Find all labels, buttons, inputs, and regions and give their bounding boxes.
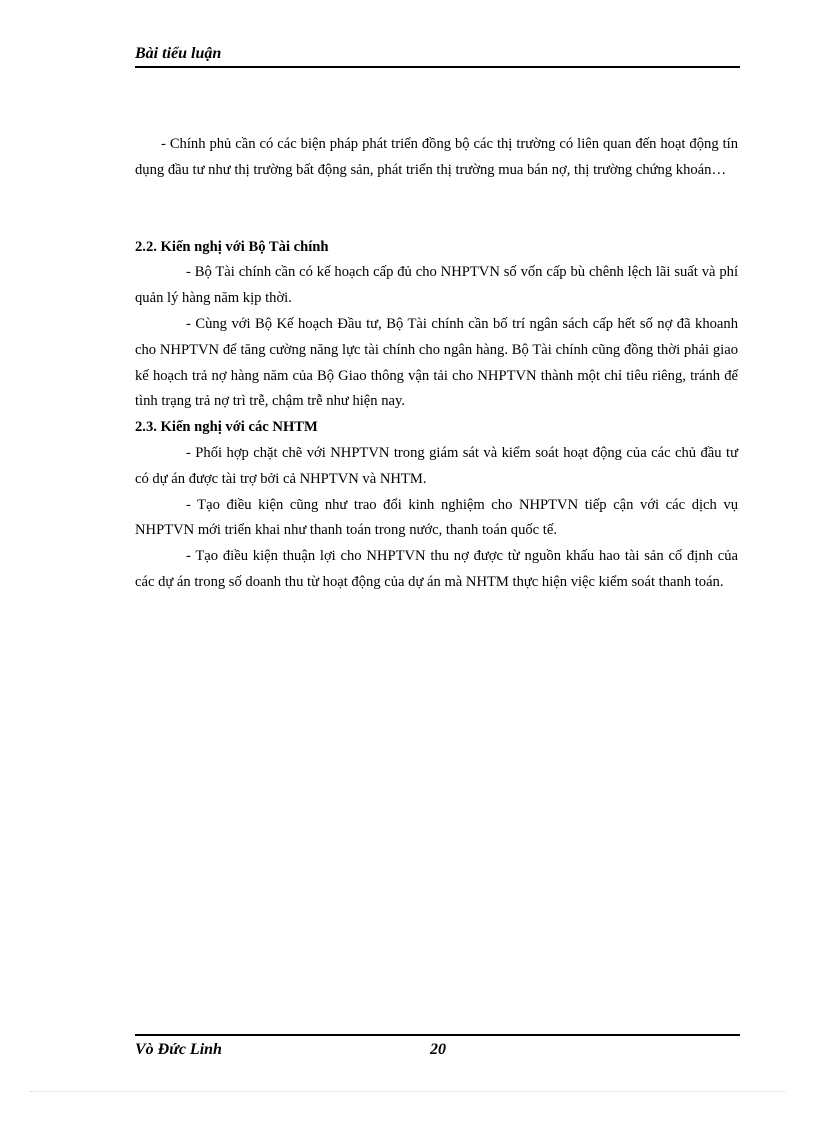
page-number: 20 — [430, 1041, 446, 1058]
paragraph: - Phối hợp chặt chẽ với NHPTVN trong giám sát và kiểm soát hoạt động của các chủ đầu tư có dự án được tài trợ bởi cả NHPTVN và NHTM. — [135, 444, 738, 487]
section-heading-2-3: 2.3. Kiến nghị với các NHTM — [135, 419, 318, 436]
footer-rule — [135, 1034, 740, 1036]
header-title: Bài tiểu luận — [135, 45, 222, 62]
header-rule — [135, 66, 740, 68]
paragraph: - Tạo điều kiện cũng như trao đổi kinh nghiệm cho NHPTVN tiếp cận với các dịch vụ NHPTVN mới triển khai như thanh toán trong nước, thanh toán quốc tế. — [135, 496, 738, 539]
section-heading-2-2: 2.2. Kiến nghị với Bộ Tài chính — [135, 238, 329, 255]
footer-author: Vò Đức Linh — [135, 1041, 222, 1058]
paragraph: - Cùng với Bộ Kế hoạch Đầu tư, Bộ Tài chính cần bố trí ngân sách cấp hết số nợ đã khoanh cho NHPTVN để tăng cường năng lực tài chính cho ngân hàng. Bộ Tài chính cũng đồng thời phải giao kế hoạch trả nợ hàng năm của Bộ Giao thông vận tải cho NHPTVN thành một chỉ tiêu riêng, tránh để tình trạng trả nợ trì trễ, chậm trễ như hiện nay. — [135, 315, 738, 410]
page-edge-divider — [30, 1091, 786, 1092]
paragraph: - Bộ Tài chính cần có kế hoạch cấp đủ cho NHPTVN số vốn cấp bù chênh lệch lãi suất và phí quản lý hàng năm kịp thời. — [135, 264, 738, 307]
intro-paragraph: - Chính phủ cần có các biện pháp phát triển đồng bộ các thị trường có liên quan đến hoạt động tín dụng đầu tư như thị trường bất động sản, phát triển thị trường mua bán nợ, thị trường chứng khoán… — [135, 136, 738, 178]
document-body — [135, 132, 738, 596]
section-spacer — [135, 184, 738, 235]
paragraph: - Tạo điều kiện thuận lợi cho NHPTVN thu nợ được từ nguồn khấu hao tài sản cố định của các dự án trong số doanh thu từ hoạt động của dự án mà NHTM thực hiện việc kiểm soát thanh toán. — [135, 548, 738, 590]
